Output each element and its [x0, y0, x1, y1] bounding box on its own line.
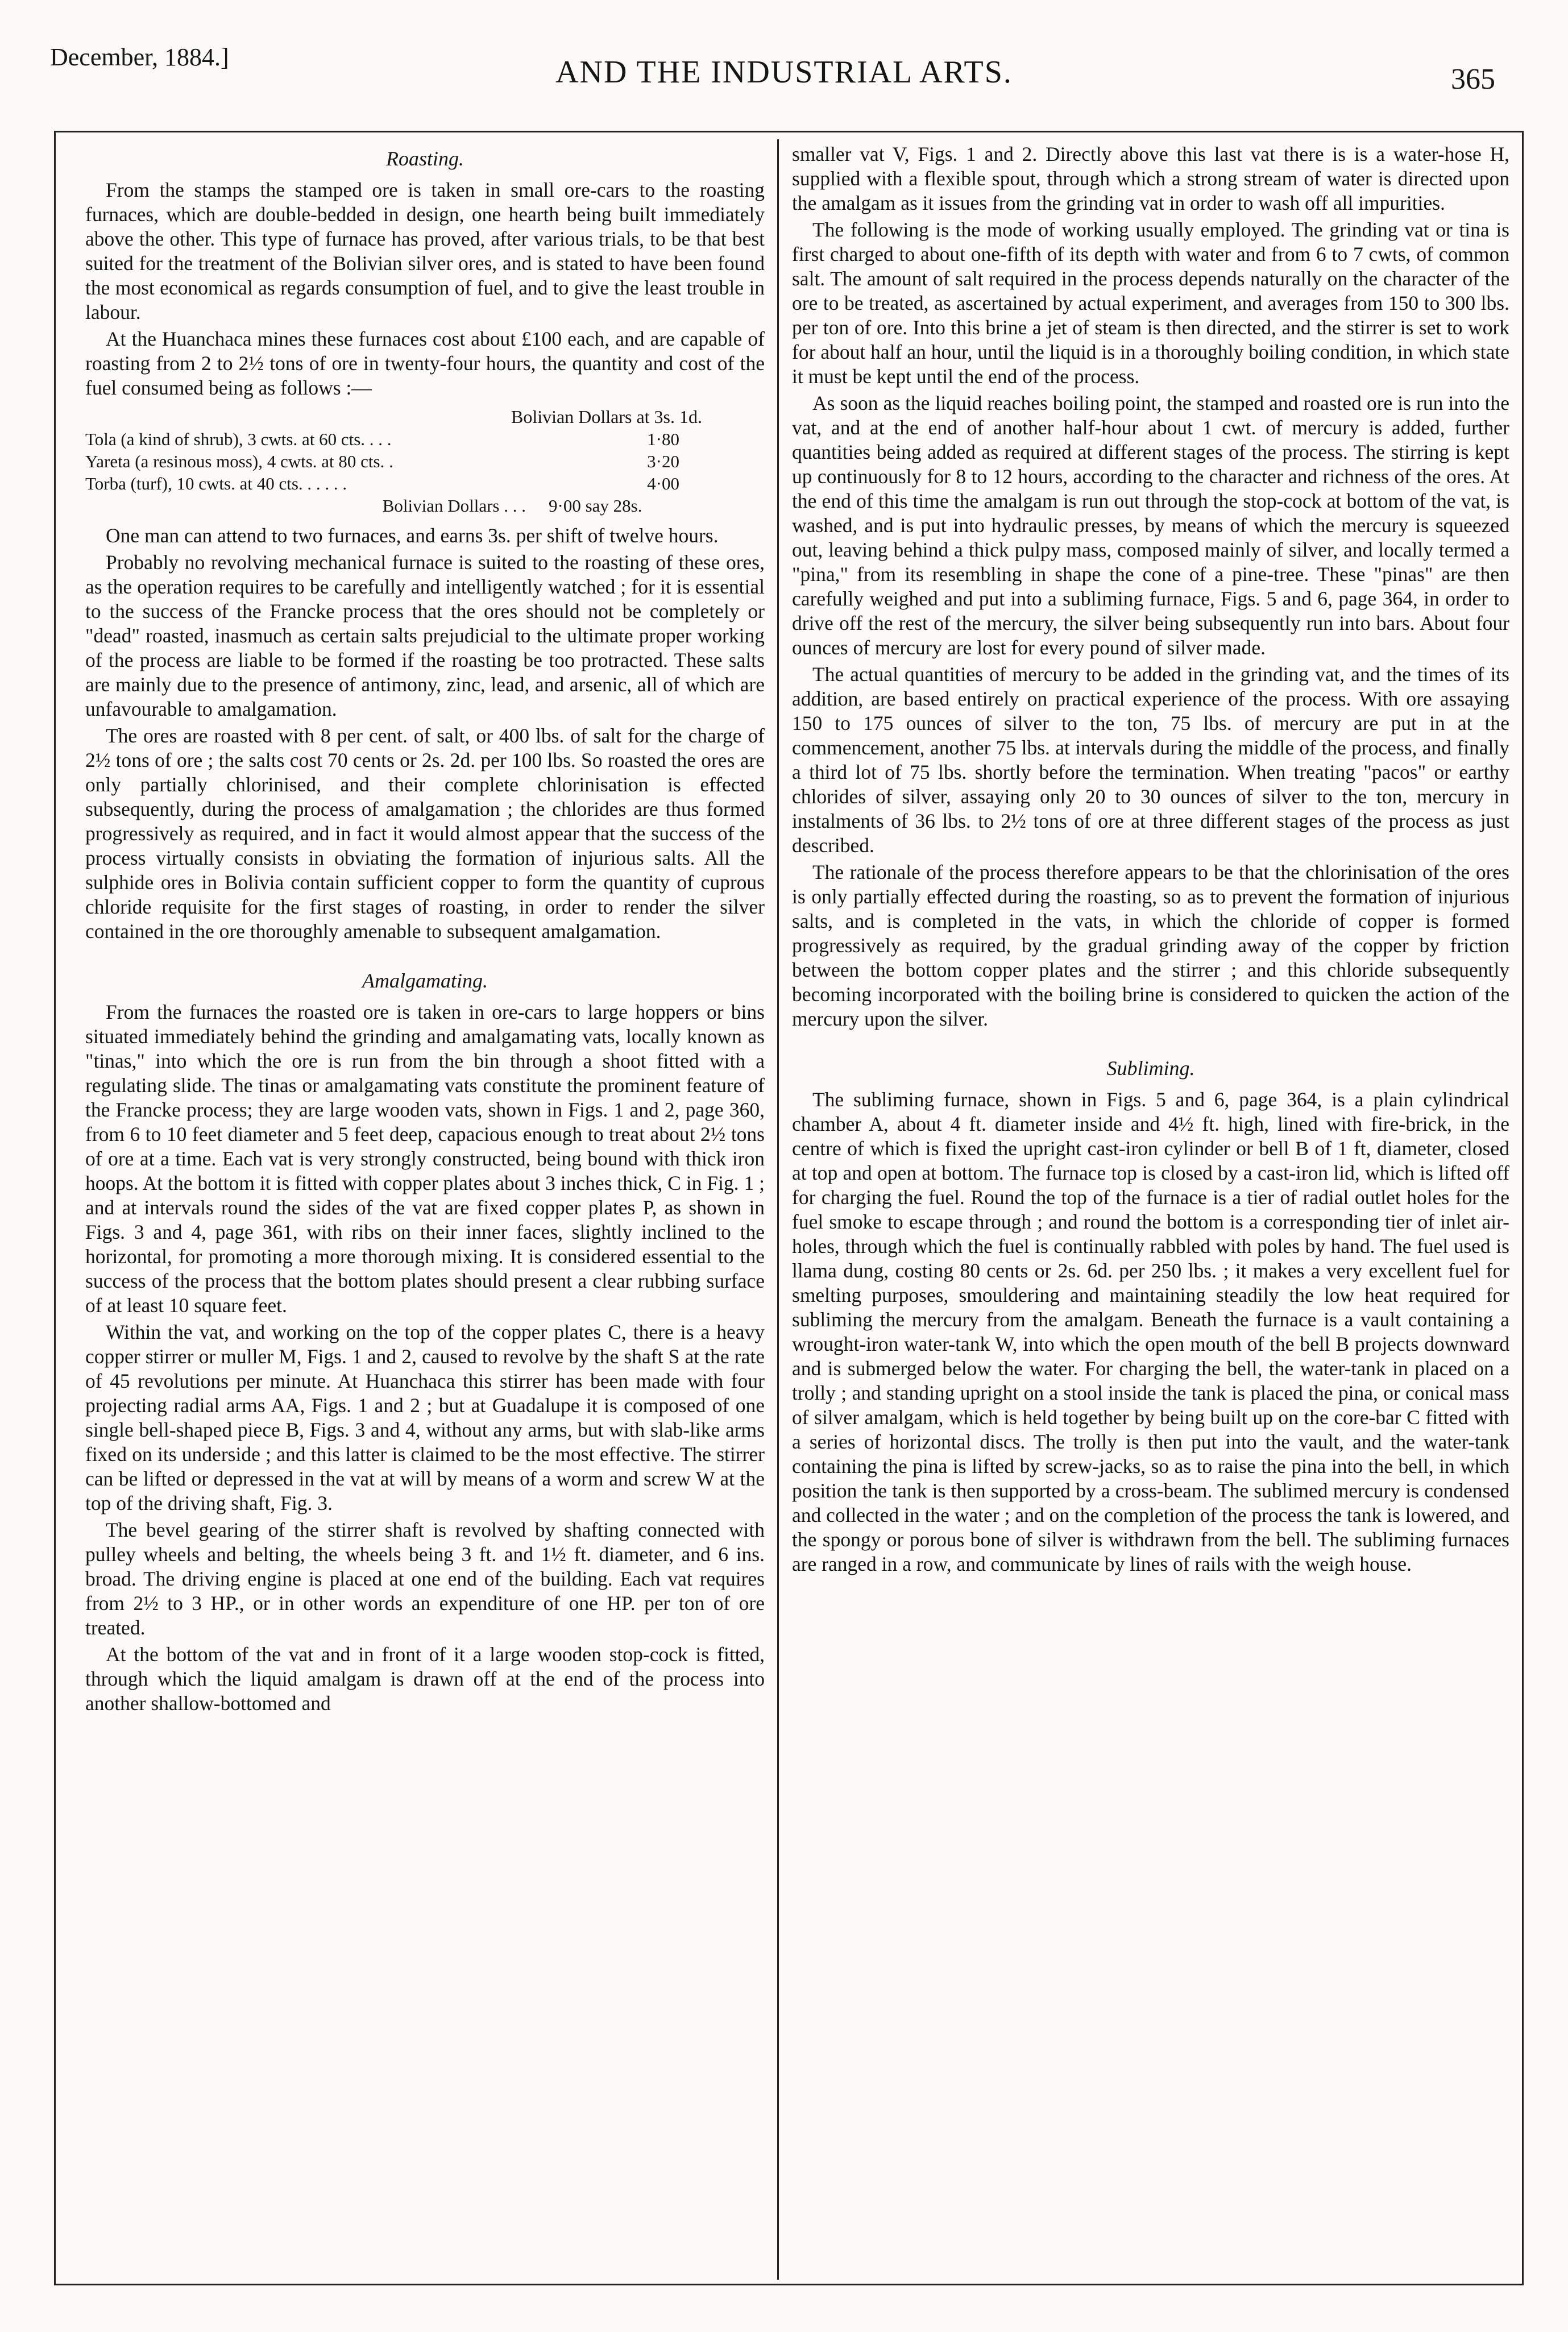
cost-value: 3·20: [647, 451, 679, 471]
roasting-heading: Roasting.: [385, 147, 464, 170]
paragraph: Within the vat, and working on the top of the copper plates C, there is a heavy copper stirrer or muller M, Figs. 1 and 2, caused to revolve by the shaft S at the rate of 45 revolutions per minute. At Huanchaca this stirrer has been made with four projecting radial arms AA, Figs. 1 and 2 ; but at Guadalupe it is composed of one single bell-shaped piece B, Figs. 3 and 4, without any arms, but with slab-like arms fixed on its underside ; and this latter is claimed to be the most effective. The stirrer can be lifted or depressed in the vat at will by means of a worm and screw W at the top of the driving shaft, Fig. 3.: [85, 1321, 765, 1514]
cost-item: Torba (turf), 10 cwts. at 40 cts. . . . . .: [85, 474, 347, 493]
column-divider: [777, 139, 779, 2280]
paragraph: The actual quantities of mercury to be added in the grinding vat, and the times of its addition, are based entirely on practical experience of the process. With ore assaying 150 to 175 ounces of silver to the ton, 75 lbs. of mercury are put in at the commencement, another 75 lbs. at intervals during the middle of the process, and finally a third lot of 75 lbs. shortly before the termination. When treating "pacos" or earthy chlorides of silver, assaying only 20 to 30 ounces of silver to the ton, mercury in instalments of 36 lbs. to 2½ tons of ore at three different stages of the process as just described.: [792, 663, 1509, 857]
paragraph: Probably no revolving mechanical furnace is suited to the roasting of these ores, as the operation requires to be carefully and intelligently watched ; for it is essential to the success of the Francke process that the ores should not be completely or "dead" roasted, inasmuch as certain salts prejudicial to the ultimate proper working of the process are liable to be formed if the roasting be too protracted. These salts are mainly due to the presence of antimony, zinc, lead, and arsenic, all of which are unfavourable to amalgamation.: [85, 551, 765, 720]
paragraph: The rationale of the process therefore appears to be that the chlorinisation of the ores is only partially effected during the roasting, so as to prevent the formation of injurious salts, and is completed in the vats, in which the chloride of copper is formed progressively as required, by the gradual grinding away of the copper by friction between the bottom copper plates and the stirrer ; and this chloride subsequently becoming incorporated with the boiling brine is considered to quicken the action of the mercury upon the silver.: [792, 861, 1509, 1030]
paragraph: The following is the mode of working usually employed. The grinding vat or tina is first charged to about one-fifth of its depth with water and from 6 to 7 cwts, of common salt. The amount of salt required in the process depends naturally on the character of the ore to be treated, as ascertained by actual experiment, and averages from 150 to 300 lbs. per ton of ore. Into this brine a jet of steam is then directed, and the stirrer is set to work for about half an hour, until the liquid is in a thoroughly boiling condition, in which state it must be kept until the end of the process.: [792, 218, 1509, 388]
cost-total-value: 9·00 say 28s.: [549, 496, 642, 516]
header-title: AND THE INDUSTRIAL ARTS.: [555, 55, 1013, 90]
paragraph: From the stamps the stamped ore is taken in small ore-cars to the roasting furnaces, which are double-bedded in design, one hearth being built immediately above the other. This type of furnace has proved, after various trials, to be that best suited for the treatment of the Bolivian silver ores, and is stated to have been found the most economical as regards consumption of fuel, and to give the least trouble in labour.: [85, 179, 765, 323]
cost-row: [85, 450, 765, 472]
paragraph: smaller vat V, Figs. 1 and 2. Directly above this last vat there is is a water-hose H, supplied with a flexible spout, through which a strong stream of water is directed upon the amalgam as it issues from the grinding vat in order to wash off all impurities.: [792, 143, 1509, 214]
amalgamating-heading: Amalgamating.: [362, 969, 488, 992]
paragraph: As soon as the liquid reaches boiling point, the stamped and roasted ore is run into the vat, and at the end of another half-hour about 1 cwt. of mercury is added, further quantities being added as required at different stages of the process. The stirring is kept up continuously for 8 to 12 hours, according to the character and richness of the ores. At the end of this time the amalgam is run out through the stop-cock at bottom of the vat, is washed, and is put into hydraulic presses, by means of which the mercury is squeezed out, leaving behind a thick pulpy mass, composed mainly of silver, and locally termed a "pina," from its resembling in shape the cone of a pine-tree. These "pinas" are then carefully weighed and put into a subliming furnace, Figs. 5 and 6, page 364, in order to drive off the rest of the mercury, the silver being subsequently run into bars. About four ounces of mercury are lost for every pound of silver made.: [792, 392, 1509, 659]
paragraph: At the Huanchaca mines these furnaces cost about £100 each, and are capable of roasting from 2 to 2½ tons of ore in twenty-four hours, the quantity and cost of the fuel consumed being as follows :—: [85, 327, 765, 399]
paragraph: One man can attend to two furnaces, and earns 3s. per shift of twelve hours.: [106, 524, 719, 547]
cost-total-label: Bolivian Dollars . . .: [382, 496, 526, 516]
paragraph: The bevel gearing of the stirrer shaft is revolved by shafting connected with pulley wheels and belting, the wheels being 3 ft. and 1½ ft. diameter, and 6 ins. broad. The driving engine is placed at one end of the building. Each vat requires from 2½ to 3 HP., or in other words an expenditure of one HP. per ton of ore treated.: [85, 1518, 765, 1639]
cost-value: 1·80: [647, 429, 679, 449]
fuel-cost-table: [85, 406, 765, 517]
left-column: [85, 142, 765, 1718]
paragraph: The ores are roasted with 8 per cent. of salt, or 400 lbs. of salt for the charge of 2½ tons of ore ; the salts cost 70 cents or 2s. 2d. per 100 lbs. So roasted the ores are only partially chlorinised, and their complete chlorinisation is effected subsequently, during the process of amalgamation ; the chlorides are thus formed progressively as required, and in fact it would almost appear that the success of the process virtually consists in obviating the formation of injurious salts. All the sulphide ores in Bolivia contain sufficient copper to form the quantity of cuprous chloride requisite for the first stages of roasting, in order to render the silver contained in the ore thoroughly amenable to subsequent amalgamation.: [85, 724, 765, 943]
right-column: [792, 142, 1509, 1579]
cost-table-header: Bolivian Dollars at 3s. 1d.: [511, 406, 702, 427]
cost-value: 4·00: [647, 474, 679, 493]
cost-item: Tola (a kind of shrub), 3 cwts. at 60 cts. . . .: [85, 429, 392, 449]
cost-total-row: [85, 495, 765, 517]
cost-item: Yareta (a resinous moss), 4 cwts. at 80 cts. .: [85, 451, 393, 471]
cost-row: [85, 428, 765, 450]
header-date: December, 1884.]: [50, 43, 229, 71]
paragraph: The subliming furnace, shown in Figs. 5 and 6, page 364, is a plain cylindrical chamber A, about 4 ft. diameter inside and 4½ ft. high, lined with fire-brick, in the centre of which is fixed the upright cast-iron cylinder or bell B of 1 ft, diameter, closed at top and open at bottom. The furnace top is closed by a cast-iron lid, which is lifted off for charging the fuel. Round the top of the furnace is a tier of radial outlet holes for the fuel smoke to escape through ; and round the bottom is a corresponding tier of inlet air-holes, through which the fuel is continually rabbled with poles by hand. The fuel used is llama dung, costing 80 cents or 2s. 6d. per 250 lbs. ; it makes a very excellent fuel for smelting purposes, smouldering and maintaining steadily the low heat required for subliming the mercury from the amalgam. Beneath the furnace is a vault containing a wrought-iron water-tank W, into which the open mouth of the bell B projects downward and is submerged below the water. For charging the bell, the water-tank in placed on a trolly ; and standing upright on a stool inside the tank is placed the pina, or conical mass of silver amalgam, which is held together by being built up on the core-bar C fitted with a series of horizontal discs. The trolly is then put into the vault, and the water-tank containing the pina is lifted by screw-jacks, so as to raise the pina into the bell, in which position the tank is then supported by a cross-beam. The sublimed mercury is condensed and collected in the water ; and on the completion of the process the tank is lowered, and the spongy or porous bone of silver is withdrawn from the bell. The subliming furnaces are ranged in a row, and communicate by lines of rails with the weigh house.: [792, 1088, 1509, 1575]
page-number: 365: [1451, 63, 1495, 96]
subliming-heading: Subliming.: [1106, 1057, 1195, 1080]
cost-row: [85, 472, 765, 495]
paragraph: From the furnaces the roasted ore is taken in ore-cars to large hoppers or bins situated immediately behind the grinding and amalgamating vats, locally known as "tinas," into which the ore is run from the bin through a shoot fitted with a regulating slide. The tinas or amalgamating vats constitute the prominent feature of the Francke process; they are large wooden vats, shown in Figs. 1 and 2, page 360, from 6 to 10 feet diameter and 5 feet deep, capacious enough to treat about 2½ tons of ore at a time. Each vat is very strongly constructed, being bound with thick iron hoops. At the bottom it is fitted with copper plates about 3 inches thick, C in Fig. 1 ; and at intervals round the sides of the vat are fixed copper plates P, as shown in Figs. 3 and 4, page 361, with ribs on their inner faces, slightly inclined to the horizontal, for promoting a more thorough mixing. It is considered essential to the success of the process that the bottom plates should present a clear rubbing surface of at least 10 square feet.: [85, 1001, 765, 1317]
page-header: [0, 0, 1568, 131]
paragraph: At the bottom of the vat and in front of it a large wooden stop-cock is fitted, through which the liquid amalgam is drawn off at the end of the process into another shallow-bottomed and: [85, 1643, 765, 1715]
